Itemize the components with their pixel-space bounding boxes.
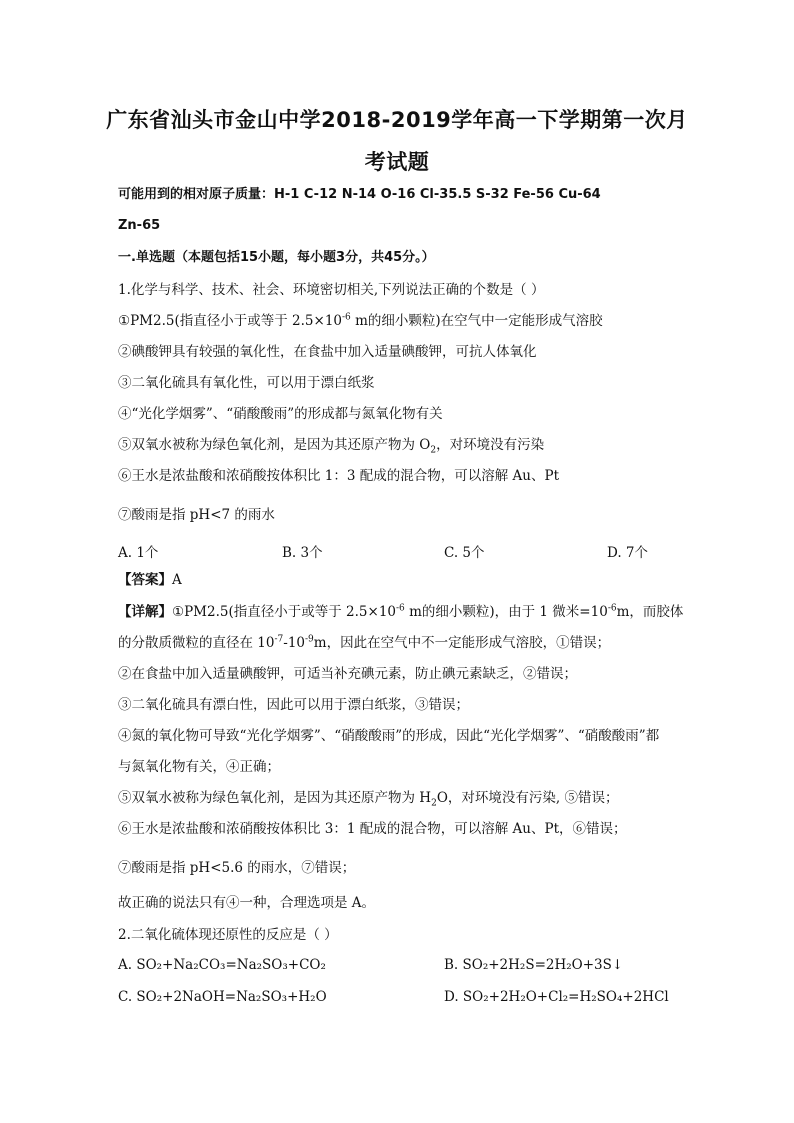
q1-option-d: D. 7个 xyxy=(607,545,649,561)
q1-detail-line-7: ⑤双氧水被称为绿色氧化剂，是因为其还原产物为 $H_2O$，对环境没有污染, ⑤错误； xyxy=(118,790,619,807)
q1-statement-2: ②碘酸钾具有较强的氧化性，在食盐中加入适量碘酸钾，可抗人体氧化 xyxy=(118,344,537,360)
q1-detail-line-5: ④氮的氧化物可导致“光化学烟雾”、“硝酸酸雨”的形成，因此“光化学烟雾”、“硝酸酸雨”都 xyxy=(118,728,660,744)
q1-statement-3: ③二氧化硫具有氧化性，可以用于漂白纸浆 xyxy=(118,375,375,391)
q2-option-b: B. SO₂+2H₂S=2H₂O+3S↓ xyxy=(444,957,624,973)
q1-option-c: C. 5个 xyxy=(444,545,485,561)
q1-statement-7: ⑦酸雨是指 pH<7 的雨水 xyxy=(118,507,275,523)
q1-statement-1: ①PM2.5(指直径小于或等于 $2.5\times 10^{-6}$ m的细小颗粒)在空气中一定能形成气溶胶 xyxy=(118,312,603,329)
q1-statement-5: ⑤双氧水被称为绿色氧化剂，是因为其还原产物为 $O_2$，对环境没有污染 xyxy=(118,437,545,454)
title-line-2: 考试题 xyxy=(364,150,430,174)
q1-detail-line-4: ③二氧化硫具有漂白性，因此可以用于漂白纸浆，③错误； xyxy=(118,697,469,713)
section-heading: 一.单选题（本题包括15小题，每小题3分，共45分。） xyxy=(118,250,435,265)
q2-option-c: C. SO₂+2NaOH=Na₂SO₃+H₂O xyxy=(118,989,327,1005)
atomic-mass-line-1: 可能用到的相对原子质量：H-1 C-12 N-14 O-16 Cl-35.5 S-32 Fe-56 Cu-64 xyxy=(118,187,601,202)
q1-detail-line-9: ⑦酸雨是指 pH<5.6 的雨水，⑦错误； xyxy=(118,860,356,876)
q1-statement-6: ⑥王水是浓盐酸和浓硝酸按体积比 1：3 配成的混合物，可以溶解 Au、Pt xyxy=(118,468,560,484)
q1-detail-line-6: 与氮氧化物有关，④正确； xyxy=(118,759,280,775)
q1-detail-line-2: 的分散质微粒的直径在 $10^{-7}-10^{-9}m$，因此在空气中不一定能形成气溶胶，①错误； xyxy=(118,634,611,651)
q1-detail-line-10: 故正确的说法只有④一种，合理选项是 A。 xyxy=(118,895,376,911)
q1-statement-4: ④“光化学烟雾”、“硝酸酸雨”的形成都与氮氧化物有关 xyxy=(118,406,443,422)
q1-option-b: B. 3个 xyxy=(282,545,323,561)
q1-detail-line-3: ②在食盐中加入适量碘酸钾，可适当补充碘元素，防止碘元素缺乏，②错误； xyxy=(118,666,577,682)
q2-option-a: A. SO₂+Na₂CO₃=Na₂SO₃+CO₂ xyxy=(118,957,326,973)
q1-detail-line-1: 【详解】①PM2.5(指直径小于或等于 $2.5\times 10^{-6}$ m的细小颗粒)，由于 1 微米$=10^{-6}m$，而胶体 xyxy=(118,603,684,620)
atomic-mass-line-2: Zn-65 xyxy=(118,218,161,233)
q2-option-d: D. SO₂+2H₂O+Cl₂=H₂SO₄+2HCl xyxy=(444,989,669,1005)
q1-answer: 【答案】A xyxy=(118,572,182,588)
title-line-1: 广东省汕头市金山中学2018-2019学年高一下学期第一次月 xyxy=(106,108,688,132)
q1-stem: 1.化学与科学、技术、社会、环境密切相关,下列说法正确的个数是（ ） xyxy=(118,282,545,298)
q1-option-a: A. 1个 xyxy=(118,545,159,561)
q2-stem: 2.二氧化硫体现还原性的反应是（ ） xyxy=(118,927,338,943)
q1-detail-line-8: ⑥王水是浓盐酸和浓硝酸按体积比 3：1 配成的混合物，可以溶解 Au、Pt，⑥错误； xyxy=(118,821,627,837)
